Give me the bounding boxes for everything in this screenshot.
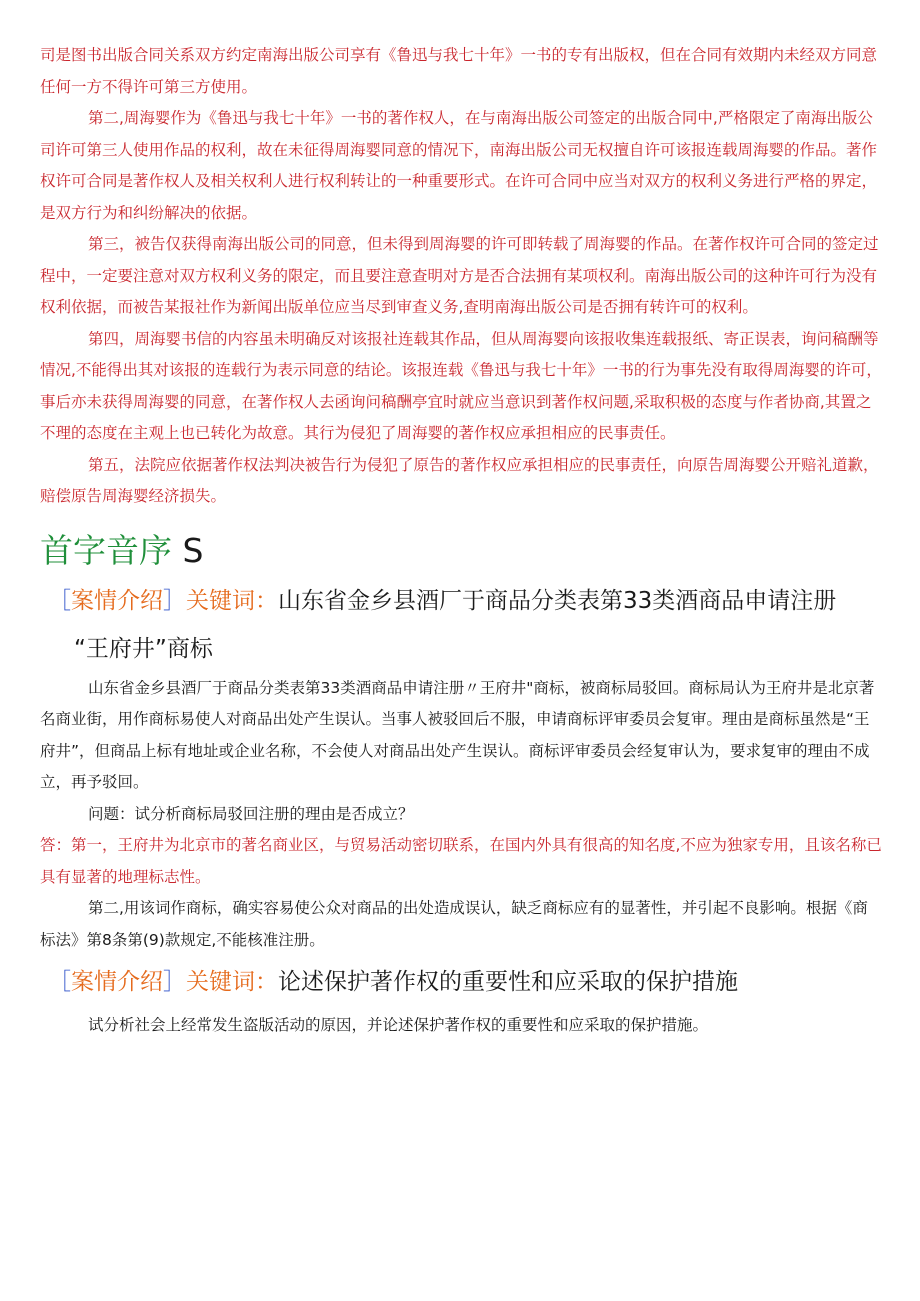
case-tag: 案情介绍 (71, 587, 163, 614)
document-page (40, 40, 882, 1042)
answer-paragraph-fifth: 第五，法院应依据著作权法判决被告行为侵犯了原告的著作权应承担相应的民事责任，向原告周海婴公开赔礼道歉，赔偿原告周海婴经济损失。 (40, 455, 879, 505)
answer-paragraph-second: 第二,周海婴作为《鲁迅与我七十年》一书的著作权人，在与南海出版公司签定的出版合同中,严格限定了南海出版公司许可第三人使用作品的权利，故在未征得周海婴同意的情况下，南海出版公司无权擅自许可该报连载周海婴的作品。著作权许可合同是著作权人及相关权利人进行权利转让的一种重要形式。在许可合同中应当对双方的权利义务进行严格的界定，是双方行为和纠纷解决的依据。 (40, 109, 878, 222)
section-heading (40, 531, 882, 571)
bracket-open: ［ (48, 587, 71, 614)
keyword-text: 山东省金乡县酒厂于商品分类表第33类酒商品申请注册 (278, 587, 837, 614)
bracket-close: ］ (163, 969, 186, 995)
bracket-open: ［ (48, 969, 71, 995)
case-answer-first: 答：第一，王府井为北京市的著名商业区，与贸易活动密切联系，在国内外具有很高的知名度,不应为独家专用，且该名称已具有显著的地理标志性。 (40, 836, 882, 886)
case-description: 山东省金乡县酒厂于商品分类表第33类酒商品申请注册〃王府井"商标，被商标局驳回。商标局认为王府井是北京著名商业街，用作商标易使人对商品出处产生误认。当事人被驳回后不服，申请商标评审委员会复审。理由是商标虽然是“王府井”，但商品上标有地址或企业名称，不会使人对商品出处产生误认。商标评审委员会经复审认为，要求复审的理由不成立，再予驳回。 (40, 678, 875, 791)
case-subtitle: “王府井”商标 (74, 635, 213, 662)
answer-paragraph-third: 第三，被告仅获得南海出版公司的同意，但未得到周海婴的许可即转载了周海婴的作品。在著作权许可合同的签定过程中，一定要注意对双方权利义务的限定，而且要注意查明对方是否合法拥有某项权利。南海出版公司的这种许可行为没有权利依据，而被告某报社作为新闻出版单位应当尽到审查义务,查明南海出版公司是否拥有转许可的权利。 (40, 235, 879, 316)
case-heading-2 (48, 962, 882, 1002)
bracket-close: ］ (163, 587, 186, 614)
case-question: 问题：试分析商标局驳回注册的理由是否成立？ (88, 804, 414, 823)
answer-paragraph-continued: 司是图书出版合同关系双方约定南海出版公司享有《鲁迅与我七十年》一书的专有出版权，但在合同有效期内未经双方同意任何一方不得许可第三方使用。 (40, 46, 878, 96)
case2-question: 试分析社会上经常发生盗版活动的原因，并论述保护著作权的重要性和应采取的保护措施。 (88, 1016, 709, 1034)
case-answer-second: 第二,用该词作商标，确实容易使公众对商品的出处造成误认，缺乏商标应有的显著性，并引起不良影响。根据《商标法》第8条第(9)款规定,不能核准注册。 (40, 899, 868, 949)
section-letter: S (182, 530, 204, 570)
case-heading-1 (48, 581, 882, 621)
case-tag: 案情介绍 (71, 969, 163, 995)
keyword-label: 关键词： (186, 969, 278, 995)
section-heading-label: 首字音序 (40, 530, 172, 570)
keyword-label: 关键词： (186, 587, 278, 614)
answer-paragraph-fourth: 第四，周海婴书信的内容虽未明确反对该报社连载其作品，但从周海婴向该报收集连载报纸、寄正误表，询问稿酬等情况,不能得出其对该报的连载行为表示同意的结论。该报连载《鲁迅与我七十年》一书的行为事先没有取得周海婴的许可，事后亦未获得周海婴的同意，在著作权人去函询问稿酬亭宜时就应当意识到著作权问题,采取积极的态度与作者协商,其置之不理的态度在主观上也已转化为故意。其行为侵犯了周海婴的著作权应承担相应的民事责任。 (40, 329, 882, 442)
keyword-text: 论述保护著作权的重要性和应采取的保护措施 (278, 969, 738, 995)
